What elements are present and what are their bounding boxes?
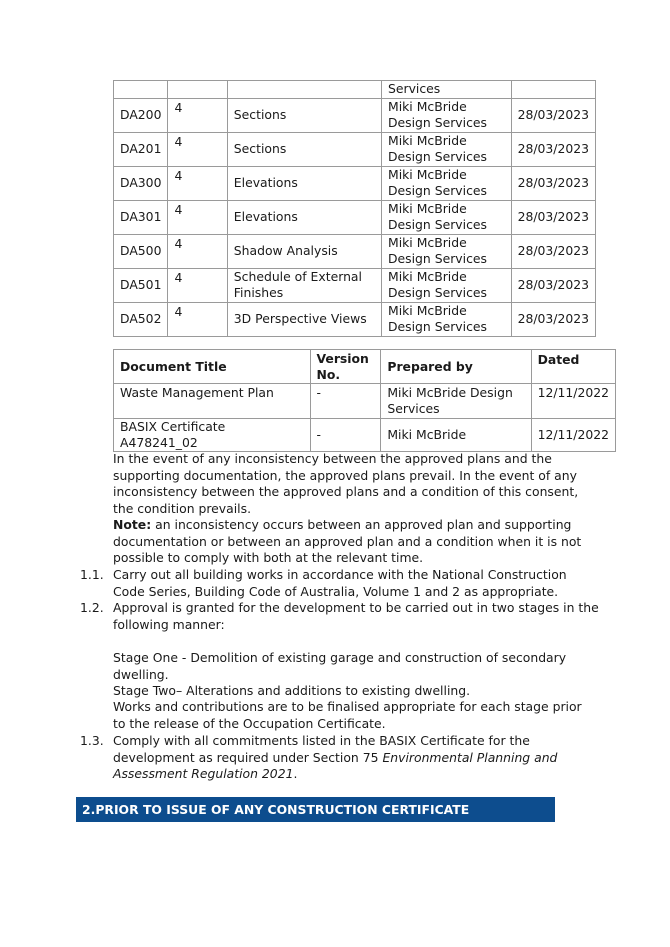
revision: 4 bbox=[168, 268, 227, 302]
drawing-number: DA200 bbox=[114, 98, 168, 132]
revision bbox=[168, 81, 227, 99]
stages-block bbox=[113, 650, 593, 700]
documents-header-row bbox=[114, 350, 616, 384]
note-label: Note: bbox=[113, 517, 152, 532]
drawing-date bbox=[511, 81, 595, 99]
note-body: an inconsistency occurs between an approved plan and supporting documentation or between an approved plan and a condition when it is not possible to comply with both at the relevant time. bbox=[113, 517, 582, 566]
table-row bbox=[114, 302, 596, 336]
condition-1-2 bbox=[80, 600, 600, 633]
drawing-title: Sections bbox=[227, 132, 381, 166]
doc-version: - bbox=[310, 419, 381, 452]
revision: 4 bbox=[168, 166, 227, 200]
drawing-date: 28/03/2023 bbox=[511, 234, 595, 268]
prepared-by: Miki McBride Design Services bbox=[382, 98, 512, 132]
revision: 4 bbox=[168, 302, 227, 336]
drawing-number bbox=[114, 81, 168, 99]
prepared-by: Miki McBride Design Services bbox=[382, 166, 512, 200]
prepared-by: Services bbox=[382, 81, 512, 99]
header-version: Version No. bbox=[310, 350, 381, 384]
works-paragraph bbox=[113, 699, 593, 732]
doc-prepared: Miki McBride bbox=[381, 419, 531, 452]
paragraph-text: In the event of any inconsistency between the approved plans and the supporting documentation, the approved plans prevail. In the event of any inconsistency between the approved plans and a condition of this consent, the condition prevails. bbox=[113, 451, 579, 516]
prepared-by: Miki McBride Design Services bbox=[382, 234, 512, 268]
drawing-number: DA500 bbox=[114, 234, 168, 268]
drawing-date: 28/03/2023 bbox=[511, 268, 595, 302]
item-text: Carry out all building works in accordance with the National Construction Code Series, Building Code of Australia, Volume 1 and 2 as appropriate. bbox=[113, 567, 567, 599]
drawing-title: Schedule of External Finishes bbox=[227, 268, 381, 302]
drawing-number: DA201 bbox=[114, 132, 168, 166]
table-row bbox=[114, 81, 596, 99]
revision: 4 bbox=[168, 98, 227, 132]
drawing-title bbox=[227, 81, 381, 99]
prepared-by: Miki McBride Design Services bbox=[382, 302, 512, 336]
doc-version: - bbox=[310, 384, 381, 419]
revision: 4 bbox=[168, 200, 227, 234]
item-number: 1.3. bbox=[80, 733, 104, 748]
table-row bbox=[114, 384, 616, 419]
doc-title: BASIX Certificate A478241_02 bbox=[114, 419, 311, 452]
condition-1-1 bbox=[80, 567, 600, 600]
doc-dated: 12/11/2022 bbox=[531, 384, 615, 419]
table-row bbox=[114, 268, 596, 302]
header-dated: Dated bbox=[531, 350, 615, 384]
drawing-title: Shadow Analysis bbox=[227, 234, 381, 268]
item-number: 1.1. bbox=[80, 567, 104, 582]
revision: 4 bbox=[168, 132, 227, 166]
drawing-number: DA502 bbox=[114, 302, 168, 336]
prepared-by: Miki McBride Design Services bbox=[382, 200, 512, 234]
drawing-title: Elevations bbox=[227, 200, 381, 234]
drawing-title: Elevations bbox=[227, 166, 381, 200]
drawing-number: DA300 bbox=[114, 166, 168, 200]
table-row bbox=[114, 200, 596, 234]
drawing-title: Sections bbox=[227, 98, 381, 132]
table-row bbox=[114, 419, 616, 452]
header-prepared-by: Prepared by bbox=[381, 350, 531, 384]
stage-two: Stage Two– Alterations and additions to existing dwelling. bbox=[113, 683, 471, 699]
regulation-title: Environmental Planning and Assessment Regulation 2021 bbox=[113, 749, 558, 782]
paragraph-text: Works and contributions are to be finalised appropriate for each stage prior to the release of the Occupation Certificate. bbox=[113, 699, 582, 731]
note-text bbox=[113, 517, 593, 567]
doc-title: Waste Management Plan bbox=[114, 384, 311, 419]
drawing-date: 28/03/2023 bbox=[511, 132, 595, 166]
doc-dated: 12/11/2022 bbox=[531, 419, 615, 452]
table-row bbox=[114, 166, 596, 200]
inconsistency-paragraph bbox=[113, 451, 593, 517]
drawing-date: 28/03/2023 bbox=[511, 98, 595, 132]
stage-one: Stage One - Demolition of existing garage and construction of secondary dwelling. bbox=[113, 650, 567, 682]
documents-table bbox=[113, 349, 616, 452]
item-text-end: . bbox=[293, 766, 298, 782]
drawing-number: DA501 bbox=[114, 268, 168, 302]
table-row bbox=[114, 234, 596, 268]
item-text: Approval is granted for the development to be carried out in two stages in the following manner: bbox=[113, 600, 599, 632]
item-number: 1.2. bbox=[80, 600, 104, 615]
drawing-date: 28/03/2023 bbox=[511, 302, 595, 336]
condition-1-3 bbox=[80, 733, 600, 783]
plans-table bbox=[113, 80, 596, 337]
note-paragraph bbox=[113, 517, 593, 567]
drawing-date: 28/03/2023 bbox=[511, 166, 595, 200]
drawing-number: DA301 bbox=[114, 200, 168, 234]
prepared-by: Miki McBride Design Services bbox=[382, 132, 512, 166]
doc-prepared: Miki McBride Design Services bbox=[381, 384, 531, 419]
drawing-date: 28/03/2023 bbox=[511, 200, 595, 234]
table-row bbox=[114, 98, 596, 132]
prepared-by: Miki McBride Design Services bbox=[382, 268, 512, 302]
item-text bbox=[113, 733, 600, 783]
item-text-main: Comply with all commitments listed in the BASIX Certificate for the development as required under Section 75 bbox=[113, 733, 530, 765]
revision: 4 bbox=[168, 234, 227, 268]
header-document-title: Document Title bbox=[114, 350, 311, 384]
drawing-title: 3D Perspective Views bbox=[227, 302, 381, 336]
table-row bbox=[114, 132, 596, 166]
section-banner: 2.PRIOR TO ISSUE OF ANY CONSTRUCTION CERTIFICATE bbox=[76, 797, 555, 822]
